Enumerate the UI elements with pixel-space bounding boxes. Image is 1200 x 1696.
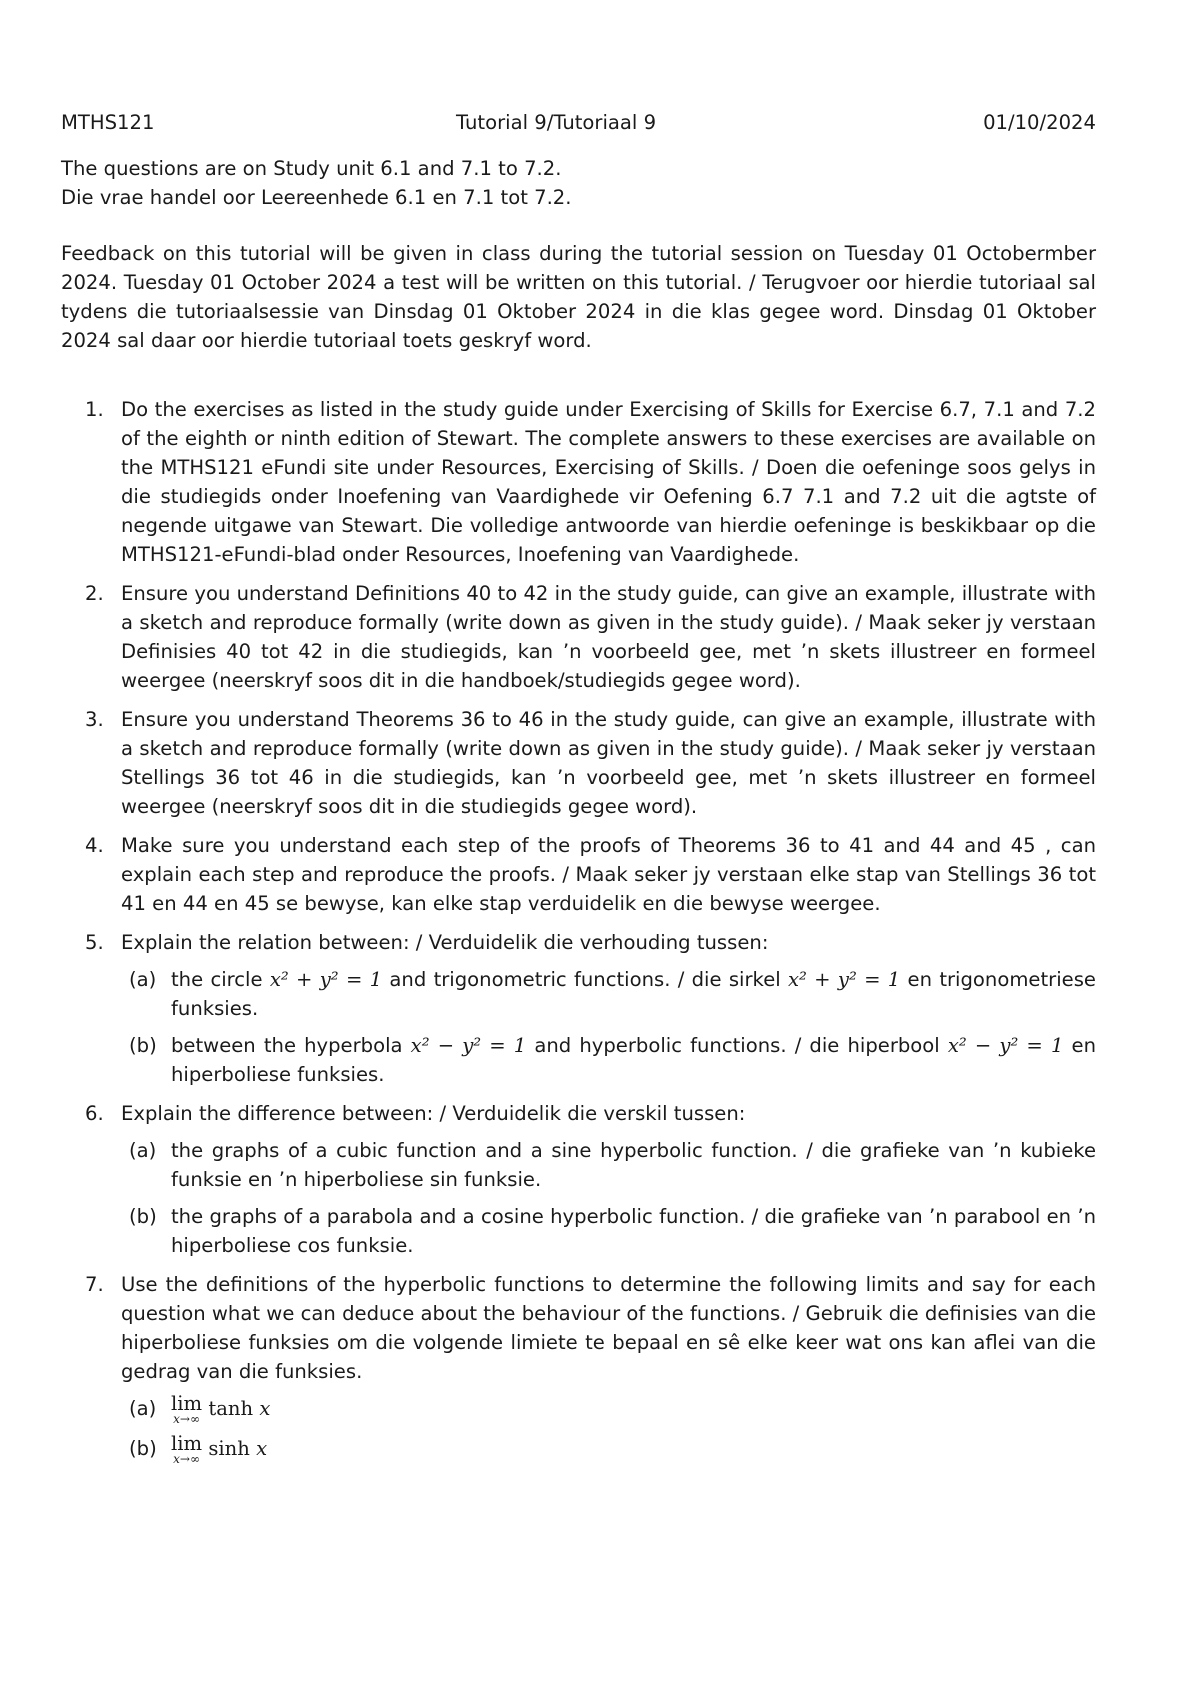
- subquestion-5b: [121, 1031, 1096, 1089]
- intro-line-afrikaans: Die vrae handel oor Leereenhede 6.1 en 7.1 tot 7.2.: [61, 186, 572, 209]
- function-name: sinh: [208, 1437, 250, 1460]
- function-name: tanh: [208, 1397, 254, 1420]
- limit-operator: lim x→∞: [171, 1392, 203, 1426]
- question-text: Explain the relation between: / Verduidelik die verhouding tussen:: [121, 931, 769, 954]
- question-number: 3.: [85, 708, 104, 731]
- question-number: 5.: [85, 931, 104, 954]
- subquestion-text: and hyperbolic functions. / die hiperbool: [526, 1034, 948, 1057]
- page-header: [61, 108, 1096, 137]
- subquestion-label: (a): [129, 1139, 157, 1162]
- question-number: 4.: [85, 834, 104, 857]
- question-6: [61, 1099, 1096, 1260]
- question-text: Ensure you understand Theorems 36 to 46 in the study guide, can give an example, illustrate with a sketch and reproduce formally (write down as given in the study guide). / Maak seker jy verstaan Stellings 36 tot 46 in die studiegids, kan ’n voorbeeld gee, met ’n skets illustreer en formeel weergee (neerskryf soos dit in die studiegids gegee word).: [121, 708, 1096, 818]
- subquestion-7a: [121, 1394, 1096, 1426]
- subquestion-text: en hiperboliese funksies.: [171, 1034, 1097, 1086]
- subquestion-7b: [121, 1434, 1096, 1466]
- subquestion-label: (b): [129, 1034, 157, 1057]
- subquestion-text: the circle: [171, 968, 270, 991]
- question-text: Use the definitions of the hyperbolic functions to determine the following limits and say for each question what we can deduce about the behaviour of the functions. / Gebruik die definisies van die hiperboliese funksies om die volgende limiete te bepaal en sê elke keer wat ons kan aflei van die gedrag van die funksies.: [121, 1273, 1096, 1383]
- subquestion-text: en trigonometriese funksies.: [171, 968, 1096, 1020]
- question-number: 7.: [85, 1273, 104, 1296]
- feedback-paragraph: Feedback on this tutorial will be given in class during the tutorial session on Tuesday 01 Octobermber 2024. Tuesday 01 October 2024 a test will be written on this tutorial. / Terugvoer oor hierdie tutoriaal sal tydens die tutoriaalsessie van Dinsdag 01 Oktober 2024 in die klas gegee word. Dinsdag 01 Oktober 2024 sal daar oor hierdie tutoriaal toets geskryf word.: [61, 242, 1096, 352]
- tutorial-title: Tutorial 9/Tutoriaal 9: [456, 111, 657, 134]
- question-7: [61, 1270, 1096, 1466]
- subquestion-text: between the hyperbola: [171, 1034, 411, 1057]
- question-3: [61, 705, 1096, 821]
- subquestion-6a: [121, 1136, 1096, 1194]
- question-4: [61, 831, 1096, 918]
- hyperbola-equation: x² − y² = 1: [410, 1034, 527, 1057]
- question-number: 2.: [85, 582, 104, 605]
- question-text: Do the exercises as listed in the study guide under Exercising of Skills for Exercise 6.7, 7.1 and 7.2 of the eighth or ninth edition of Stewart. The complete answers to these exercises are available on the MTHS121 eFundi site under Resources, Exercising of Skills. / Doen die oefeninge soos gelys in die studiegids onder Inoefening van Vaardighede vir Oefening 6.7 7.1 and 7.2 uit die agtste of negende uitgawe van Stewart. Die volledige antwoorde van hierdie oefeninge is beskikbaar op die MTHS121-eFundi-blad onder Resources, Inoefening van Vaardighede.: [121, 398, 1096, 566]
- tutorial-page: [61, 108, 1096, 1476]
- intro: [61, 154, 1096, 212]
- tutorial-date: 01/10/2024: [983, 111, 1096, 134]
- limit-subscript: x→∞: [173, 1452, 200, 1466]
- subquestion-label: (b): [129, 1205, 157, 1228]
- subquestion-label: (b): [129, 1437, 157, 1460]
- course-code: MTHS121: [61, 111, 155, 134]
- question-number: 1.: [85, 398, 104, 421]
- hyperbola-equation: x² − y² = 1: [947, 1034, 1064, 1057]
- question-5: [61, 928, 1096, 1089]
- subquestion-text: the graphs of a cubic function and a sine hyperbolic function. / die grafieke van ’n kubieke funksie en ’n hiperboliese sin funksie.: [171, 1139, 1096, 1191]
- question-number: 6.: [85, 1102, 104, 1125]
- subquestion-list: [121, 1394, 1096, 1466]
- subquestion-list: [121, 965, 1096, 1089]
- subquestion-text: and trigonometric functions. / die sirkel: [382, 968, 788, 991]
- function-variable: x: [256, 1437, 268, 1460]
- subquestion-list: [121, 1136, 1096, 1260]
- limit-operator: lim x→∞: [171, 1432, 203, 1466]
- question-text: Explain the difference between: / Verduidelik die verskil tussen:: [121, 1102, 746, 1125]
- subquestion-6b: [121, 1202, 1096, 1260]
- subquestion-label: (a): [129, 1397, 157, 1420]
- question-list: [61, 395, 1096, 1466]
- question-text: Make sure you understand each step of the proofs of Theorems 36 to 41 and 44 and 45 , can explain each step and reproduce the proofs. / Maak seker jy verstaan elke stap van Stellings 36 tot 41 en 44 en 45 se bewyse, kan elke stap verduidelik en die bewyse weergee.: [121, 834, 1096, 915]
- circle-equation: x² + y² = 1: [269, 968, 383, 991]
- question-2: [61, 579, 1096, 695]
- subquestion-label: (a): [129, 968, 157, 991]
- limit-subscript: x→∞: [173, 1412, 200, 1426]
- circle-equation: x² + y² = 1: [787, 968, 901, 991]
- question-1: [61, 395, 1096, 569]
- intro-line-english: The questions are on Study unit 6.1 and 7.1 to 7.2.: [61, 157, 562, 180]
- function-variable: x: [259, 1397, 271, 1420]
- subquestion-text: the graphs of a parabola and a cosine hyperbolic function. / die grafieke van ’n parabool en ’n hiperboliese cos funksie.: [171, 1205, 1096, 1257]
- question-text: Ensure you understand Definitions 40 to 42 in the study guide, can give an example, illustrate with a sketch and reproduce formally (write down as given in the study guide). / Maak seker jy verstaan Definisies 40 tot 42 in die studiegids, kan ’n voorbeeld gee, met ’n skets illustreer en formeel weergee (neerskryf soos dit in die handboek/studiegids gegee word).: [121, 582, 1096, 692]
- subquestion-5a: [121, 965, 1096, 1023]
